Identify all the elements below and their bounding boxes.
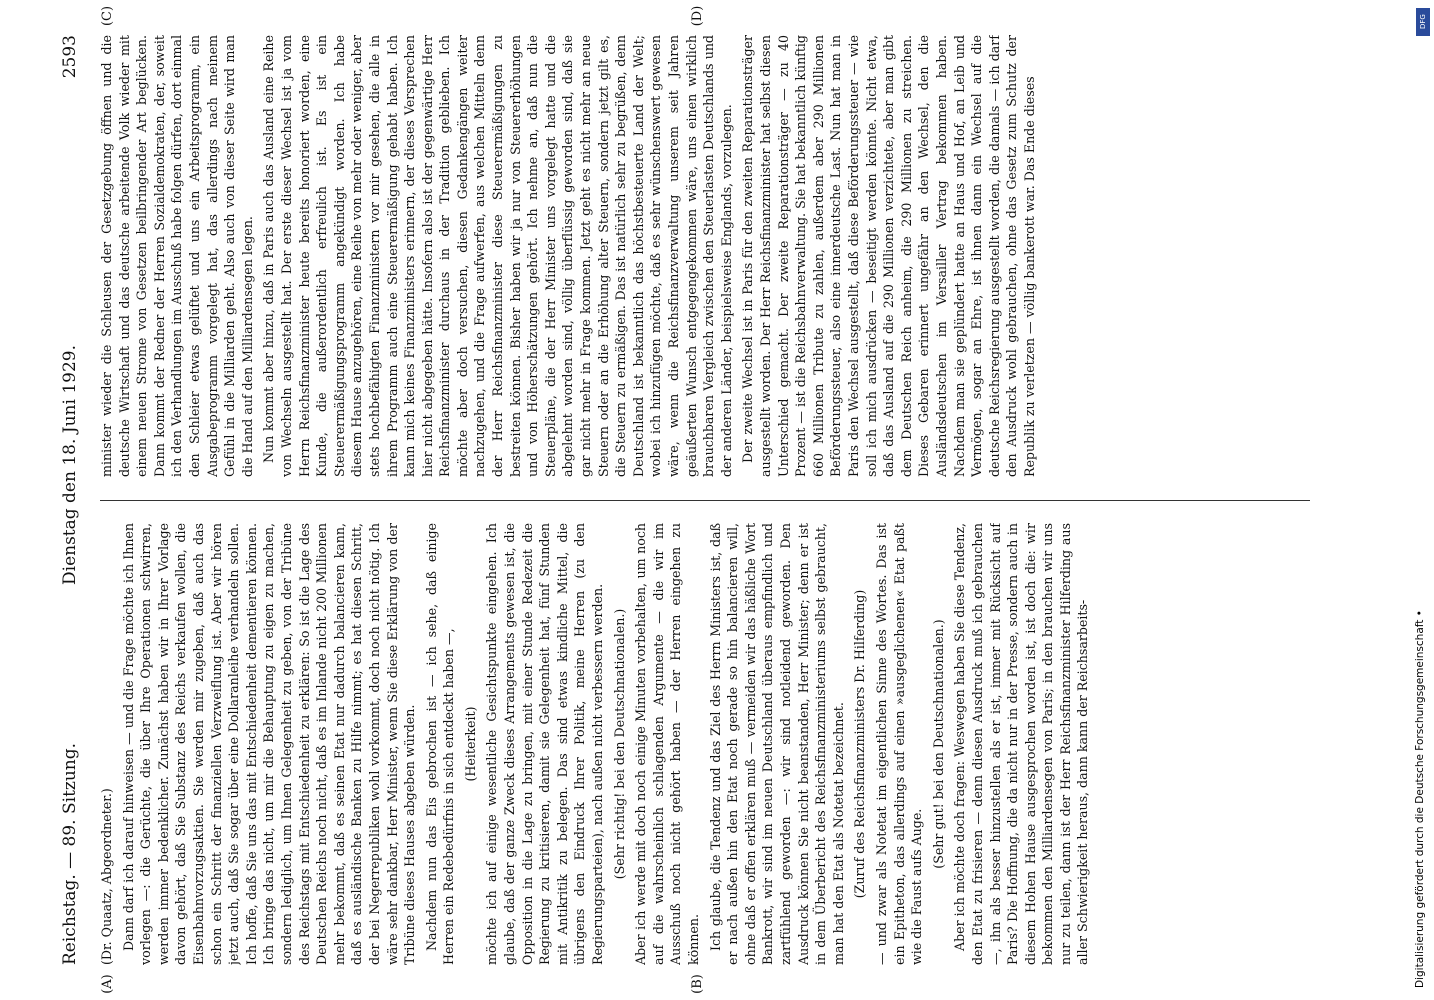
interjection: (Sehr gut! bei den Deutschnationalen.) xyxy=(930,619,946,869)
margin-letter-c: (C) xyxy=(100,5,115,27)
paragraph: Aber ich werde mit doch noch einige Minuten vorbehalten, um noch auf die wahrscheinlich schlagenden Argumente — die wir im Ausschuß noch nicht gehört haben — der Herren eingehen zu können. xyxy=(633,523,701,965)
paragraph: Nachdem nun das Eis gebrochen ist — ich sehe, daß einige Herren ein Redebedürfnis in sich entdeckt haben —, xyxy=(423,523,457,965)
left-column xyxy=(98,523,1318,965)
interjection: (Sehr richtig! bei den Deutschnationalen.) xyxy=(611,608,627,880)
dfg-logo-text: DFG xyxy=(1419,14,1427,29)
interjection: (Heiterkeit) xyxy=(462,706,478,782)
running-head xyxy=(60,35,90,965)
rotated-page xyxy=(60,5,1350,994)
paragraph: Nun kommt aber hinzu, daß in Paris auch das Ausland eine Reihe von Wechseln ausgestellt hat. Der erste dieser Wechsel ist ja vom Herrn Reichsfinanzminister heute bereits honoriert worden, eine Kunde, die außerordentlich erfreulich ist. Es ist ein Steuerermäßigungsprogramm angekündigt worden. Ich habe diesem Hause anzugehören, eine Reihe von mehr oder weniger, aber stets hochbefähigten Finanzministern vor mir gesehen, die alle in ihrem Programm auch eine Steuerermäßigung gehabt haben. Ich kann mich keines Finanzministers erinnern, der dieses Versprechen hier nicht abgegeben hätte. Insofern also ist der gegenwärtige Herr Reichsfinanzminister durchaus in der Tradition geblieben. Ich möchte aber doch versuchen, diesen Gedankengängen weiter nachzugehen, und die Frage aufwerfen, aus welchen Mitteln denn der Herr Reichsfinanzminister diese Steuerermäßigungen zu bestreiten können. Bisher haben wir ja nur von Steuererhöhungen und von Höherschätzungen gehört. Ich nehme an, daß nun die Steuerpläne, die der Herr Minister uns vorgelegt hatte und die abgelehnt worden sind, völlig überflüssig geworden sind, daß sie gar nicht mehr in Frage kommen. Jetzt geht es nicht mehr an neue Steuern oder an die Erhöhung alter Steuern, sondern jetzt gilt es, die Steuern zu ermäßigen. Das ist natürlich sehr zu begrüßen, denn Deutschland ist bekanntlich das höchstbesteuerte Land der Welt; wobei ich hinzufügen möchte, daß es sehr wünschenswert gewesen wäre, wenn die Reichsfinanzverwaltung unserem seit Jahren geäußerten Wunsch entgegengekommen wäre, uns einen wirklich brauchbaren Vergleich zwischen den Steuerlasten Deutschlands und der anderen Länder, beispielsweise Englands, vorzulegen. xyxy=(261,35,734,477)
paragraph: Dann darf ich darauf hinweisen — und die Frage möchte ich Ihnen vorlegen —: die Gerüchte, die über Ihre Operationen schwirren, werden immer bedenklicher. Zunächst haben wir in Ihrer Vorlage davon gehört, daß Sie Substanz des Reichs verkaufen wollen, die Eisenbahnvorzugsaktien. Sie werden mir zugeben, daß auch das schon ein Schritt der finanziellen Verzweiflung ist. Aber wir hören jetzt auch, daß Sie sogar über eine Dollaranleihe verhandeln sollen. Ich hoffe, daß Sie uns das mit Entschiedenheit dementieren können. Ich bringe das nicht, um mir die Behauptung zu eigen zu machen, sondern lediglich, um Ihnen Gelegenheit zu geben, von der Tribüne des Reichstags mit Entschiedenheit zu erklären: So ist die Lage des Deutschen Reichs noch nicht, daß es im Inlande nicht 200 Millionen mehr bekommt, daß es seinen Etat nur dadurch balancieren kann, daß es ausländische Banken zu Hilfe nimmt; es hat diesen Schritt, der bei Negerrepubliken wohl vorkommt, doch noch nicht nötig. Ich wäre sehr dankbar, Herr Minister, wenn Sie diese Erklärung von der Tribüne dieses Hauses abgeben würden. xyxy=(120,523,418,965)
paragraph: minister wieder die Schleusen der Gesetzgebung öffnen und die deutsche Wirtschaft und das deutsche arbeitende Volk wieder mit einem neuen Strome von Gesetzen beilbringender Art beglücken. Dann kommt der Redner der Herren Sozialdemokraten, der, soweit ich den Verhandlungen im Ausschuß habe folgen dürfen, dort einmal den Schleier etwas gelüftet und uns ein Arbeitsprogramm, ein Ausgabeprogramm vorgelegt hat, das allerdings nach meinem Gefühl in die Milliarden geht. Also auch von dieser Seite wird man die Hand auf den Milliardensegen legen. xyxy=(99,35,255,477)
column-divider xyxy=(100,500,1310,501)
digitization-credit xyxy=(1414,12,1428,988)
paragraph: möchte ich auf einige wesentliche Gesichtspunkte eingehen. Ich glaube, daß der ganze Zweck dieses Arrangements gewesen ist, die Opposition in die Lage zu bringen, mit einer Stunde Redezeit die Regierung zu kritisieren, damit sie Gelegenheit hat, fünf Stunden mit Antikritik zu belegen. Das sind etwas kindliche Mittel, die übrigens den Eindruck Ihrer Politik, meine Herren (zu den Regierungsparteien), nach außen nicht verbessern werden. xyxy=(484,523,606,965)
running-head-date: Dienstag den 18. Juni 1929. xyxy=(60,344,80,585)
paragraph: Ich glaube, die Tendenz und das Ziel des Herrn Ministers ist, daß er nach außen hin den Etat noch gerade so hin balancieren will, ohne daß er offen erklären muß — vermeiden wir das häßliche Wort Bankrott, wir sind im neuen Deutschland überaus empfindlich und zartfühlend geworden —: wir sind notleidend geworden. Den Ausdruck können Sie nicht beanstanden, Herr Minister; denn er ist in dem Überbericht des Reichsfinanzministeriums selbst gebraucht, man hat den Etat als Notetat bezeichnet. xyxy=(707,523,846,965)
margin-letter-d: (D) xyxy=(690,5,705,27)
speaker-label: (Dr. Quaatz, Abgeordneter.) xyxy=(99,788,114,965)
digitization-credit-text: Digitalisierung gefördert durch die Deutsche Forschungsgemeinschaft • xyxy=(1414,610,1426,988)
right-column xyxy=(98,35,1318,477)
running-head-left: Reichstag. — 89. Sitzung. xyxy=(60,742,80,965)
paragraph: Der zweite Wechsel ist in Paris für den zweiten Reparationsträger ausgestellt worden. Der Herr Reichsfinanzminister hat selbst diesen Unterschied gemacht. Der zweite Reparationsträger — zu 40 Prozent — ist die Reichsbahnverwaltung. Sie hat bekanntlich künftig 660 Millionen Tribute zu zahlen, außerdem aber 290 Millionen Beförderungssteuer, also eine innerdeutsche Last. Nun hat man in Paris den Wechsel ausgestellt, daß diese Beförderungssteuer — wie soll ich mich ausdrücken — beseitigt werden könnte. Nicht etwa, daß das Ausland auf die 290 Millionen verzichtete, aber man gibt dem Deutschen Reich anheim, die 290 Millionen zu streichen. Dieses Gebaren erinnert ungefähr an den Wechsel, den die Ausländsdeutschen im Versailler Vertrag bekommen haben. Nachdem man sie geplündert hatte an Haus und Hof, an Leib und Vermögen, sogar an Ehre, ist ihnen dann ein Wechsel auf die deutsche Reichsregierung ausgestellt worden, die damals — ich darf den Ausdruck wohl gebrauchen, ohne das Gesetz zum Schutz der Republik zu verletzen — völlig bankerott war. Das Ende dieses xyxy=(740,35,1037,477)
margin-letter-b: (B) xyxy=(690,974,705,994)
paragraph: — und zwar als Notetat im eigentlichen Sinne des Wortes. Das ist ein Epitheton, das allerdings auf einen »ausgeglichenen« Etat paßt wie die Faust aufs Auge. xyxy=(873,523,925,965)
page-number: 2593 xyxy=(60,35,80,79)
paragraph: Aber ich möchte doch fragen: Weswegen haben Sie diese Tendenz, den Etat zu frisieren — denn diesen Ausdruck muß ich gebrauchen —, ihn als besser hinzustellen als er ist, immer mit Rücksicht auf Paris? Die Hoffnung, die da nicht nur in der Presse, sondern auch in diesem Hohen Hause ausgesprochen worden ist, ist doch die: wir bekommen den Milliardensegen von Paris; in den brauchen wir uns nur zu teilen, dann ist der Herr Reichsfinanzminister Hilferding aus aller Schwierigkeit heraus, dann kann der Reichsarbeits- xyxy=(952,523,1091,965)
margin-letter-a: (A) xyxy=(100,974,115,994)
interjection: (Zuruf des Reichsfinanzministers Dr. Hilferding) xyxy=(852,589,868,899)
